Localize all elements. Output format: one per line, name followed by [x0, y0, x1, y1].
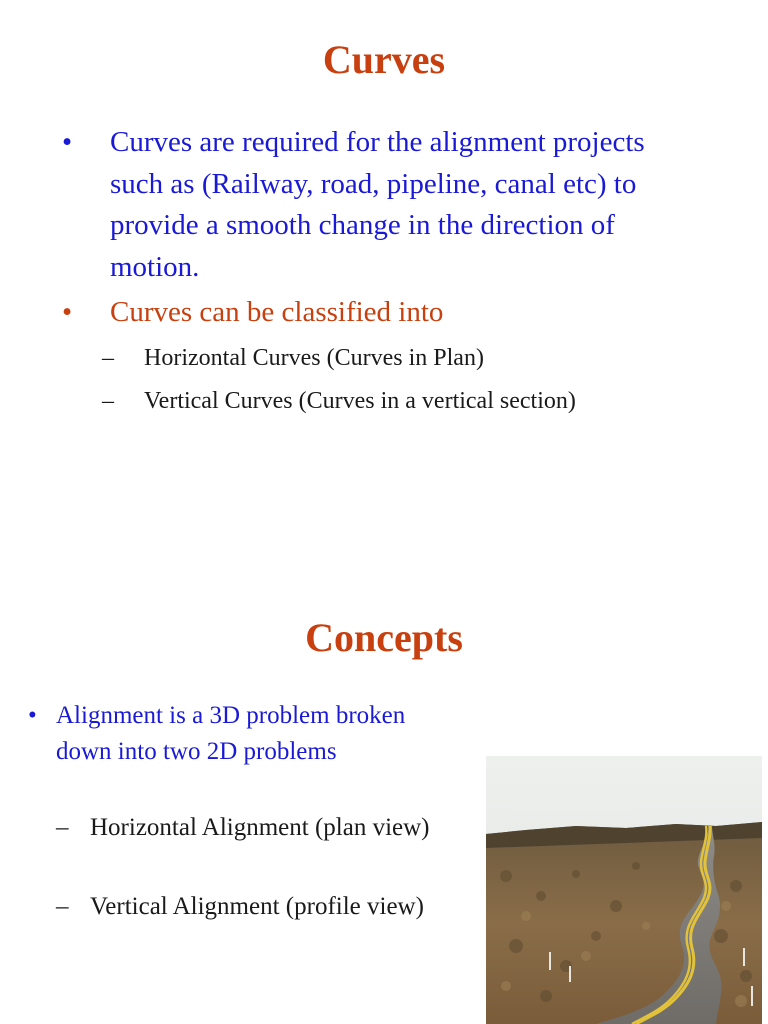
sub-bullet-text: Horizontal Alignment (plan view): [90, 814, 430, 841]
bullet-mark: •: [28, 702, 37, 729]
bullet-mark: •: [62, 296, 73, 328]
bullet-text: Alignment is a 3D problem broken down into two 2D problems: [56, 702, 406, 765]
bullet-item: [28, 698, 428, 770]
sub-bullet-item: [56, 889, 446, 925]
bullet-mark: •: [62, 126, 73, 158]
dash-mark: –: [56, 893, 69, 920]
slide-title: Curves: [322, 37, 446, 82]
dash-mark: –: [102, 345, 114, 371]
sub-bullet-item: [102, 342, 722, 375]
sub-bullet-item: [56, 810, 446, 846]
slide-concepts: [0, 512, 768, 1024]
bullet-item: [62, 122, 702, 288]
dash-mark: –: [102, 388, 114, 414]
sub-bullet-text: Vertical Curves (Curves in a vertical section): [144, 388, 576, 414]
dash-mark: –: [56, 814, 69, 841]
slide-title: Concepts: [305, 615, 463, 660]
winding-road-photo: [486, 756, 762, 1024]
bullet-text: Curves can be classified into: [110, 296, 444, 328]
sub-bullet-item: [102, 385, 742, 418]
bullet-item: [62, 292, 702, 333]
sub-bullet-text: Vertical Alignment (profile view): [90, 893, 424, 920]
bullet-text: Curves are required for the alignment projects such as (Railway, road, pipeline, canal etc) to provide a smooth change in the direction of motion.: [110, 126, 645, 283]
sub-bullet-text: Horizontal Curves (Curves in Plan): [144, 345, 484, 371]
